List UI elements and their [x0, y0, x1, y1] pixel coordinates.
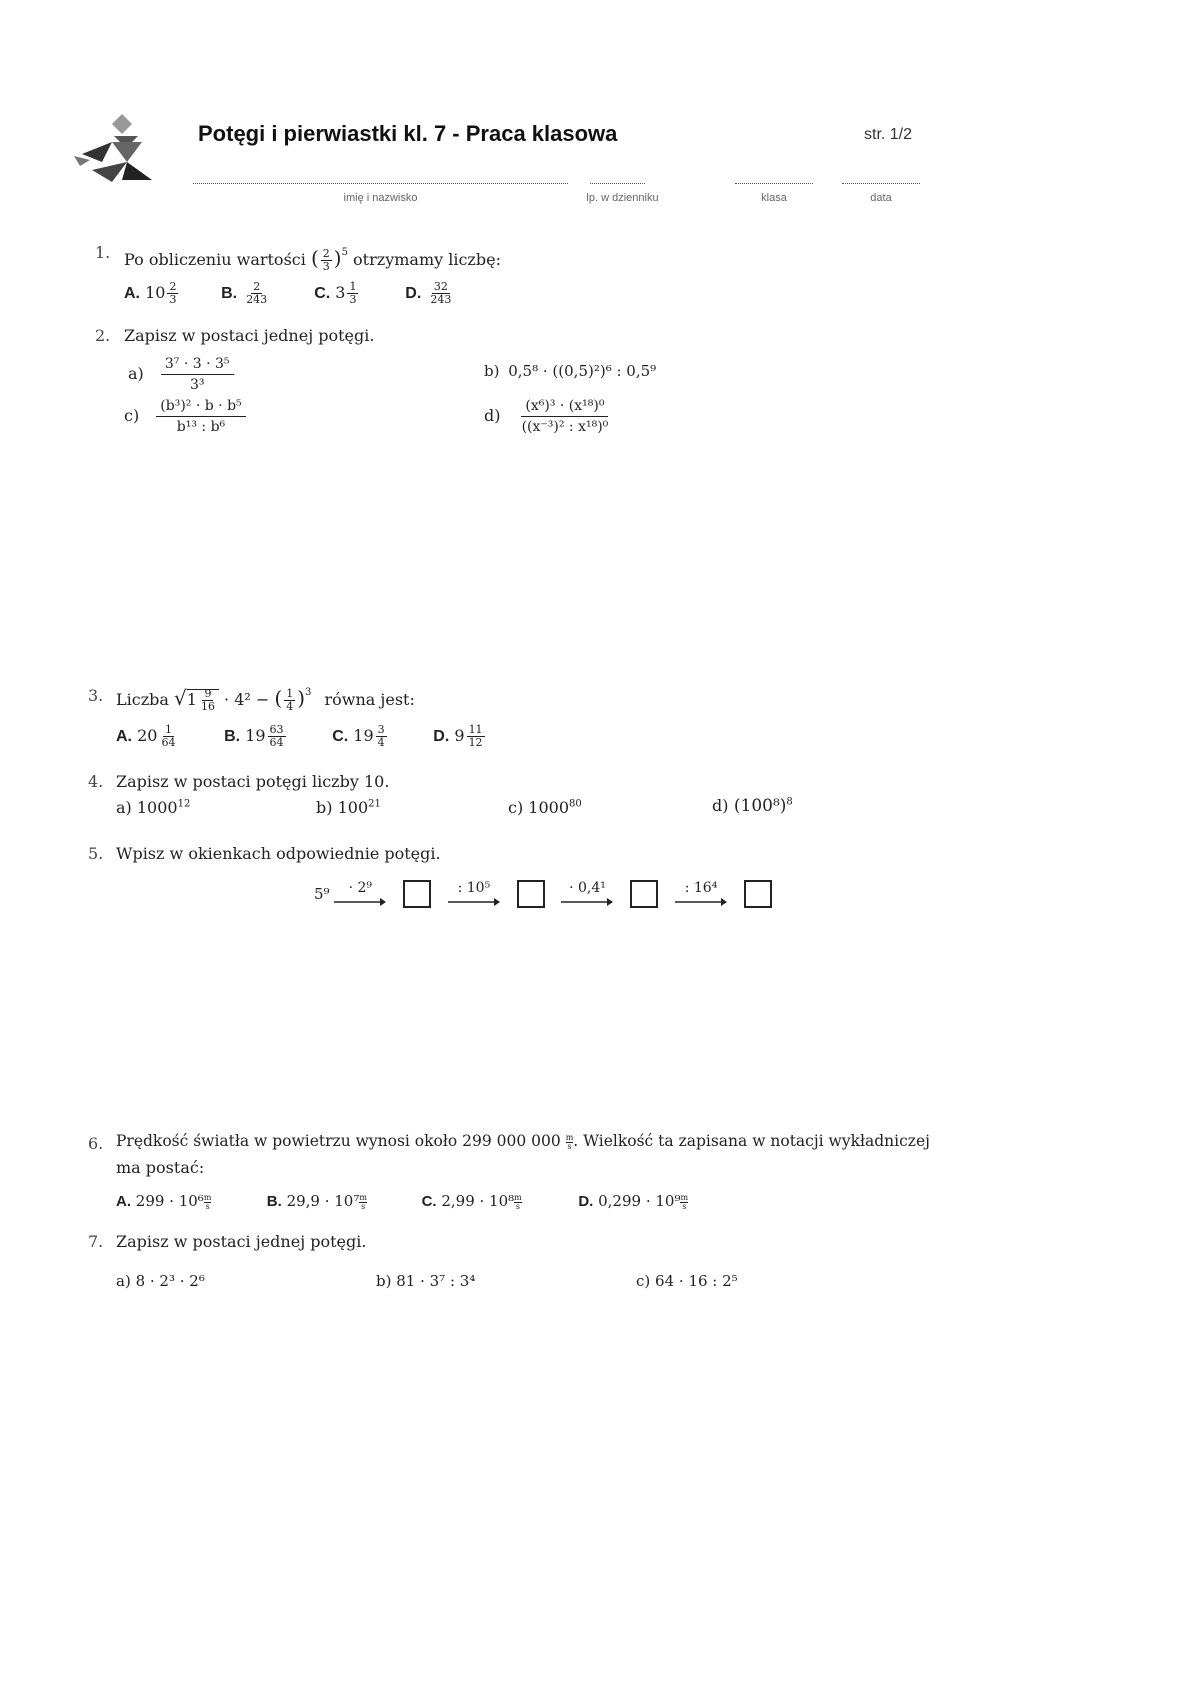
q3-option-c-letter: C.	[332, 728, 349, 745]
q1-text-before: Po obliczeniu wartości	[124, 250, 306, 269]
q1-option-b-letter: B.	[221, 285, 238, 302]
q5-number: 5.	[88, 844, 104, 863]
q4-c	[508, 798, 582, 817]
q2-c-num: (b³)² · b · b⁵	[156, 396, 245, 417]
q1-option-a-den: 3	[169, 293, 177, 306]
q3-option-b-frac	[268, 724, 286, 749]
q2-b	[484, 362, 656, 380]
q1-option-a-frac	[167, 281, 178, 306]
q5-arrow-2	[448, 880, 500, 908]
q1-option-b-frac	[244, 281, 269, 306]
q4-d-exp: 8	[786, 796, 793, 808]
q5-answer-box-3[interactable]	[630, 880, 658, 908]
q2-b-expression: 0,5⁸ · ((0,5)²)⁶ : 0,5⁹	[508, 362, 657, 380]
q1-base-num: 2	[322, 247, 330, 260]
q2-d-den: ((x⁻³)² : x¹⁸)⁰	[521, 419, 609, 435]
date-caption: data	[870, 192, 892, 204]
q6-option-c-expr: 2,99 · 10⁸	[441, 1192, 515, 1210]
q4-c-base: 1000	[528, 798, 570, 817]
sqrt-symbol-icon: √	[174, 686, 187, 710]
q3-root-frac	[199, 688, 217, 713]
q1-option-d[interactable]	[405, 281, 485, 306]
q4-c-exp: 80	[569, 798, 582, 810]
q6-option-b-letter: B.	[266, 1193, 282, 1210]
q1-option-d-frac	[428, 281, 453, 306]
arrow-right-icon	[675, 896, 727, 908]
q2-a-label: a)	[128, 364, 144, 383]
q1-option-b-den: 243	[246, 293, 268, 306]
q6-option-c[interactable]	[422, 1192, 574, 1211]
q1-text: Po obliczeniu wartości ( $\frac{2}{3}$ )$^5$ otrzymamy liczbę:	[124, 246, 501, 273]
q2-d-num: (x⁶)³ · (x¹⁸)⁰	[521, 396, 608, 417]
name-field[interactable]	[193, 173, 568, 184]
q1-option-d-num: 32	[433, 280, 448, 293]
q6-option-d[interactable]	[578, 1192, 718, 1211]
q3-paren-exp: 3	[305, 687, 312, 698]
q3-root-whole: 1	[186, 690, 197, 709]
q1-option-c-den: 3	[349, 293, 357, 306]
q6-option-b-unit-den: s	[361, 1201, 366, 1211]
q3-option-b-den: 64	[269, 736, 284, 749]
q4-b-label: b)	[316, 798, 333, 817]
page-title: Potęgi i pierwiastki kl. 7 - Praca klasowa	[198, 121, 618, 146]
q3-text-before: Liczba	[116, 690, 169, 709]
q3-middle: · 4² −	[224, 690, 270, 709]
q7-a-expr: 8 · 2³ · 2⁶	[135, 1272, 205, 1290]
q6-option-c-unit	[514, 1194, 522, 1211]
number-field[interactable]	[590, 173, 645, 184]
q3-radicand	[186, 687, 219, 713]
class-field[interactable]	[735, 173, 813, 184]
q3-option-d-num: 11	[468, 723, 483, 736]
q4-a-label: a)	[116, 798, 132, 817]
q4-a-base: 1000	[136, 798, 178, 817]
q6-option-d-unit	[680, 1194, 688, 1211]
q2-text: Zapisz w postaci jednej potęgi.	[124, 326, 375, 345]
arrow-right-icon	[561, 896, 613, 908]
q5-text: Wpisz w okienkach odpowiednie potęgi.	[116, 844, 441, 863]
q6-option-a-unit-num: m	[203, 1192, 212, 1202]
q4-d-base: (100⁸)	[733, 796, 787, 816]
q1-number: 1.	[95, 243, 111, 262]
q6-line1-after: . Wielkość ta zapisana w notacji wykładniczej	[573, 1132, 930, 1150]
q6-option-b-unit	[359, 1194, 367, 1211]
q5-answer-box-2[interactable]	[517, 880, 545, 908]
q2-c-label: c)	[124, 406, 140, 425]
q3-option-b-letter: B.	[224, 728, 241, 745]
q6-option-d-letter: D.	[578, 1193, 594, 1210]
q1-text-after: otrzymamy liczbę:	[353, 250, 501, 269]
q1-option-a-whole: 10	[145, 283, 166, 302]
q6-option-c-unit-den: s	[515, 1201, 520, 1211]
q1-option-a-num: 2	[169, 280, 177, 293]
arrow-right-icon	[334, 896, 386, 908]
q6-option-b[interactable]	[267, 1192, 417, 1211]
q3-option-a-num: 1	[164, 723, 172, 736]
q7-c-expr: 64 · 16 : 2⁵	[655, 1272, 738, 1290]
q1-option-c-letter: C.	[314, 285, 331, 302]
q6-option-a-unit-den: s	[205, 1201, 210, 1211]
q6-option-c-letter: C.	[421, 1193, 437, 1210]
q6-option-a-expr: 299 · 10⁶	[135, 1192, 204, 1210]
q5-arrow-1	[334, 880, 386, 908]
q6-options	[116, 1192, 718, 1211]
q1-option-b-num: 2	[253, 280, 261, 293]
q1-option-c-frac	[347, 281, 358, 306]
q6-unit-num: m	[565, 1132, 574, 1142]
q2-a-den: 3³	[189, 377, 205, 393]
q5-step-3-label: · 0,4¹	[569, 880, 606, 896]
q4-text: Zapisz w postaci potęgi liczby 10.	[116, 772, 390, 791]
q6-option-c-unit-num: m	[514, 1192, 522, 1202]
q6-line1-text: Prędkość światła w powietrzu wynosi około 299 000 000	[116, 1132, 561, 1150]
q3-root-den: 16	[200, 700, 215, 713]
q3-option-a[interactable]	[116, 724, 219, 749]
q1-option-d-letter: D.	[405, 285, 422, 302]
q3-option-c[interactable]	[332, 724, 428, 749]
q3-text: Liczba √1 $\frac{9}{16}$ · 4² − ( $\frac{1}{4}$ )$^3$ równa jest:	[116, 686, 415, 713]
q4-b-base: 100	[337, 798, 369, 817]
q4-c-label: c)	[508, 798, 524, 817]
q6-option-b-unit-num: m	[359, 1192, 367, 1202]
q5-start-value: 5⁹	[314, 885, 330, 903]
q3-text-after: równa jest:	[324, 690, 415, 709]
q3-paren-num: 1	[286, 687, 294, 700]
q5-step-2-label: : 10⁵	[457, 880, 491, 896]
q4-b	[316, 798, 381, 817]
q6-option-d-expr: 0,299 · 10⁹	[598, 1192, 681, 1210]
name-caption: imię i nazwisko	[343, 192, 418, 204]
q3-number: 3.	[88, 686, 104, 705]
q5-answer-box-4[interactable]	[744, 880, 772, 908]
q1-base-den: 3	[322, 260, 330, 273]
q4-number: 4.	[88, 772, 104, 791]
q2-a	[128, 354, 234, 395]
q6-number: 6.	[88, 1134, 104, 1153]
q7-c	[636, 1272, 738, 1290]
q3-option-d[interactable]	[433, 724, 513, 749]
q7-b	[376, 1272, 475, 1290]
q6-line1	[116, 1132, 930, 1151]
q3-root-num: 9	[204, 687, 212, 700]
q1-exponent: 5	[341, 247, 348, 258]
q3-options	[116, 724, 516, 749]
date-field[interactable]	[842, 173, 920, 184]
q4-a-exp: 12	[177, 798, 191, 810]
q5-chain	[314, 880, 772, 908]
page-number: str. 1/2	[864, 126, 913, 143]
class-caption: klasa	[761, 192, 787, 204]
q3-option-a-letter: A.	[116, 728, 132, 745]
q2-c	[124, 396, 246, 437]
q4-b-exp: 21	[368, 798, 381, 810]
q3-option-a-frac	[159, 724, 177, 749]
q2-a-num: 3⁷ · 3 · 3⁵	[161, 354, 234, 375]
q3-option-d-letter: D.	[433, 728, 450, 745]
q3-option-d-frac	[467, 724, 485, 749]
q6-line2: ma postać:	[116, 1158, 205, 1177]
q5-arrow-4	[675, 880, 727, 908]
q7-b-label: b)	[376, 1272, 392, 1290]
q3-option-c-den: 4	[377, 736, 385, 749]
q4-a	[116, 798, 190, 817]
number-caption: lp. w dzienniku	[586, 192, 659, 204]
q6-option-a[interactable]	[116, 1192, 262, 1211]
q1-option-a[interactable]	[124, 281, 216, 306]
q2-b-label: b)	[484, 362, 500, 380]
q1-options	[124, 281, 504, 306]
q2-d-label: d)	[484, 406, 501, 425]
q3-option-c-whole: 19	[353, 726, 374, 745]
q6-option-a-letter: A.	[116, 1193, 131, 1210]
q3-option-a-whole: 20	[137, 726, 158, 745]
q5-answer-box-1[interactable]	[403, 880, 431, 908]
q7-a	[116, 1272, 205, 1290]
q3-paren-frac	[284, 688, 295, 713]
q2-d-fraction	[518, 396, 613, 437]
q6-option-d-unit-num: m	[680, 1192, 689, 1202]
q6-option-b-expr: 29,9 · 10⁷	[286, 1192, 360, 1210]
q3-paren-den: 4	[286, 700, 294, 713]
q4-d	[712, 796, 793, 816]
q1-option-d-den: 243	[430, 293, 452, 306]
q1-base-fraction	[321, 248, 332, 273]
q2-a-fraction	[161, 354, 234, 395]
q5-step-4-label: : 16⁴	[684, 880, 718, 896]
q5-arrow-3	[561, 880, 613, 908]
q4-d-label: d)	[712, 796, 729, 815]
q7-a-label: a)	[116, 1272, 131, 1290]
arrow-right-icon	[448, 896, 500, 908]
school-logo	[72, 112, 162, 192]
q7-c-label: c)	[636, 1272, 651, 1290]
q1-option-c-whole: 3	[335, 283, 346, 302]
q7-text: Zapisz w postaci jednej potęgi.	[116, 1232, 367, 1251]
q1-option-c-num: 1	[349, 280, 357, 293]
q7-b-expr: 81 · 3⁷ : 3⁴	[396, 1272, 476, 1290]
q3-option-c-num: 3	[377, 723, 385, 736]
q3-option-d-whole: 9	[454, 726, 465, 745]
q3-option-b[interactable]	[224, 724, 327, 749]
q1-option-a-letter: A.	[124, 285, 140, 302]
q6-option-d-unit-den: s	[682, 1201, 687, 1211]
q1-option-b[interactable]	[221, 281, 309, 306]
q6-option-a-unit	[204, 1194, 212, 1211]
q2-c-fraction	[156, 396, 245, 437]
q2-d	[484, 396, 612, 437]
q3-option-d-den: 12	[468, 736, 483, 749]
q7-number: 7.	[88, 1232, 104, 1251]
q2-c-den: b¹³ : b⁶	[176, 419, 226, 435]
q3-option-b-num: 63	[269, 723, 284, 736]
q5-step-1-label: · 2⁹	[348, 880, 373, 896]
q3-option-c-frac	[376, 724, 387, 749]
q2-number: 2.	[95, 326, 111, 345]
q1-option-c[interactable]	[314, 281, 400, 306]
q3-option-a-den: 64	[161, 736, 176, 749]
q3-option-b-whole: 19	[245, 726, 266, 745]
q6-unit-den: s	[567, 1141, 572, 1151]
